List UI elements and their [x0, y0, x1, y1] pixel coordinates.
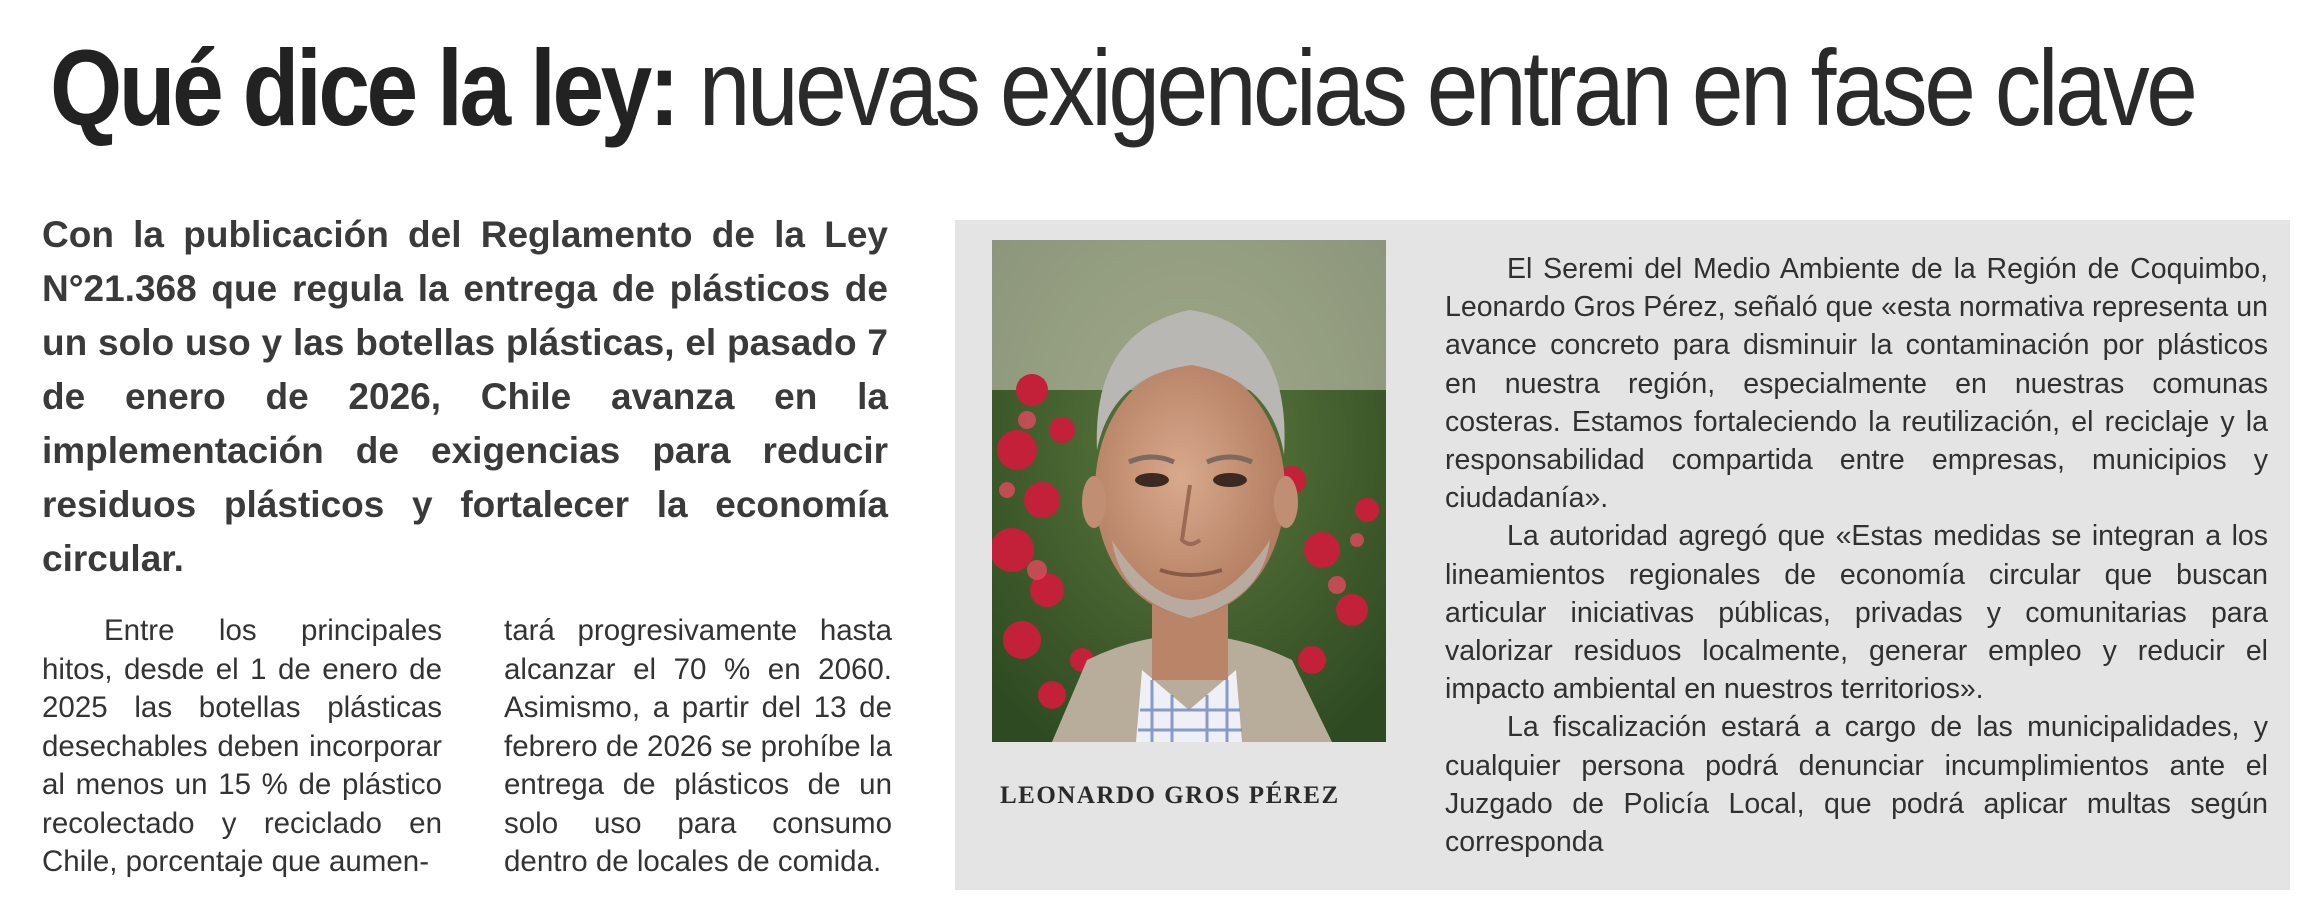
- photo-caption: LEONARDO GROS PÉREZ: [1000, 782, 1340, 809]
- headline-light: nuevas exigencias entran en fase clave: [698, 27, 2195, 148]
- headline-bold: Qué dice la ley:: [50, 27, 677, 148]
- sidebar-paragraph: La fiscalización estará a cargo de las municipalidades, y cualquier persona podrá denunciar incumplimientos ante el Juzgado de Policía Local, que podrá aplicar multas según corresponda: [1445, 711, 2268, 859]
- sidebar-text: [1445, 250, 2268, 861]
- sidebar-paragraph: La autoridad agregó que «Estas medidas se integran a los lineamientos regionales de economía circular que buscan articular iniciativas públicas, privadas y comunitarias para valorizar residuos localmente, generar empleo y reducir el impacto ambiental en nuestros territorios».: [1445, 520, 2268, 706]
- headline: [50, 27, 2195, 148]
- lead-paragraph: Con la publicación del Reglamento de la Ley N°21.368 que regula la entrega de plásticos de un solo uso y las botellas plásticas, el pasado 7 de enero de 2026, Chile avanza en la implementación de exigencias para reducir residuos plásticos y fortalecer la economía circular.: [42, 214, 888, 579]
- body-column-2: tará progresivamente hasta alcanzar el 70 % en 2060. Asimismo, a partir del 13 de febrero de 2026 se prohíbe la entrega de plásticos de un solo uso para consumo dentro de locales de comida.: [504, 614, 892, 878]
- body-column-1: Entre los principales hitos, desde el 1 de enero de 2025 las botellas plásticas desechables deben incorporar al menos un 15 % de plástico recolectado y reciclado en Chile, porcentaje que aumen-: [42, 614, 442, 878]
- portrait-photo: [992, 240, 1386, 742]
- sidebar-paragraph: El Seremi del Medio Ambiente de la Región de Coquimbo, Leonardo Gros Pérez, señaló que «esta normativa representa un avance concreto para disminuir la contaminación por plásticos en nuestra región, especialmente en nuestras comunas costeras. Estamos fortaleciendo la reutilización, el reciclaje y la responsabilidad compartida entre empresas, municipios y ciudadanía».: [1445, 253, 2268, 515]
